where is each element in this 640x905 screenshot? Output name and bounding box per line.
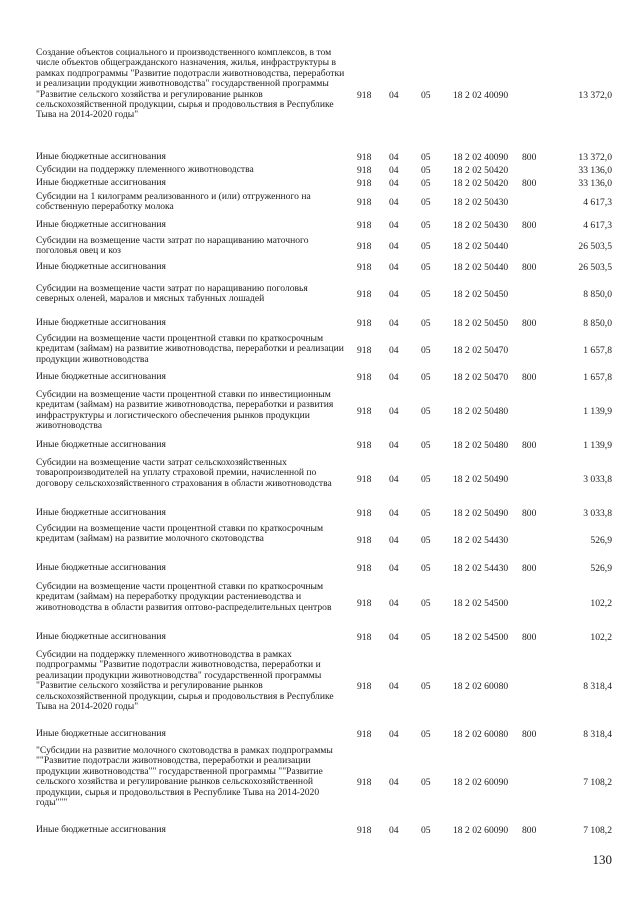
cell-amount: 1 139,9: [583, 439, 612, 451]
cell-expense-type: 800: [522, 439, 537, 451]
cell-subsection: 05: [421, 219, 431, 231]
cell-subsection: 05: [421, 597, 431, 609]
cell-amount: 526,9: [590, 534, 612, 546]
cell-amount: 526,9: [590, 562, 612, 574]
cell-target-article: 18 2 02 50480: [453, 439, 509, 451]
cell-subsection: 05: [421, 371, 431, 383]
row-name: "Субсидии на развитие молочного скотоводства в рамках подпрограммы ""Развитие подотрасли животноводства, переработки и реализации продукции животноводства"" государственной программы ""Развитие сельского хозяйства и регулирование рынков сельскохозяйственной продукции, сырья и продовольствия в Республике Тыва на 2014-2020 годы""": [36, 745, 333, 809]
cell-section: 04: [389, 89, 399, 101]
cell-section: 04: [389, 439, 399, 451]
cell-target-article: 18 2 02 60090: [453, 824, 509, 836]
cell-target-article: 18 2 02 50480: [453, 405, 509, 417]
row-name: Иные бюджетные ассигнования: [36, 728, 166, 739]
row-name: Субсидии на возмещение части затрат по наращиванию маточного поголовья овец и коз: [36, 235, 309, 257]
row-name: Субсидии на возмещение части процентной ставки по инвестиционным кредитам (займам) на развитие животноводства, переработки и развития инфраструктуры и логистического обеспечения рынков продукции животноводства: [36, 389, 334, 432]
cell-amount: 33 136,0: [578, 164, 612, 176]
cell-amount: 3 033,8: [583, 507, 612, 519]
row-name: Иные бюджетные ассигнования: [36, 151, 166, 162]
row-name: Иные бюджетные ассигнования: [36, 824, 166, 835]
cell-amount: 8 318,4: [583, 680, 612, 692]
cell-amount: 7 108,2: [583, 776, 612, 788]
cell-subsection: 05: [421, 631, 431, 643]
table-row: [0, 746, 640, 820]
cell-section: 04: [389, 261, 399, 273]
cell-section: 04: [389, 405, 399, 417]
row-name: Иные бюджетные ассигнования: [36, 177, 166, 188]
table-row: [0, 582, 640, 626]
cell-section: 04: [389, 177, 399, 189]
cell-subsection: 05: [421, 562, 431, 574]
cell-amount: 8 850,0: [583, 317, 612, 329]
cell-section: 04: [389, 680, 399, 692]
table-row: [0, 220, 640, 232]
cell-vm: 918: [357, 473, 372, 485]
cell-target-article: 18 2 02 54500: [453, 597, 509, 609]
cell-section: 04: [389, 562, 399, 574]
row-name: Субсидии на возмещение части затрат сельскохозяйственных товаропроизводителей на уплату страховой премии, начисленной по договору сельскохозяйственного страхования в области животноводства: [36, 457, 332, 489]
table-row: [0, 458, 640, 502]
cell-target-article: 18 2 02 50420: [453, 164, 509, 176]
cell-target-article: 18 2 02 50420: [453, 177, 509, 189]
table-row: [0, 524, 640, 558]
cell-vm: 918: [357, 534, 372, 546]
row-name: Создание объектов социального и производственного комплексов, в том числе объектов общегражданского назначения, жилья, инфраструктуры в рамках подпрограммы "Развитие подотрасли животноводства, переработки и реализации продукции животноводства" государственной программы "Развитие сельского хозяйства и регулирование рынков сельскохозяйственной продукции, сырья и продовольствия в Республике Тыва на 2014-2020 годы": [36, 47, 345, 121]
cell-vm: 918: [357, 371, 372, 383]
cell-subsection: 05: [421, 473, 431, 485]
table-row: [0, 318, 640, 330]
row-name: Субсидии на возмещение части затрат по наращиванию поголовья северных оленей, маралов и мясных табунных лошадей: [36, 283, 308, 305]
table-row: [0, 508, 640, 520]
cell-subsection: 05: [421, 824, 431, 836]
cell-target-article: 18 2 02 50470: [453, 371, 509, 383]
cell-subsection: 05: [421, 507, 431, 519]
row-name: Иные бюджетные ассигнования: [36, 631, 166, 642]
row-name: Иные бюджетные ассигнования: [36, 261, 166, 272]
table-row: [0, 334, 640, 368]
cell-target-article: 18 2 02 54430: [453, 534, 509, 546]
cell-section: 04: [389, 776, 399, 788]
cell-vm: 918: [357, 164, 372, 176]
cell-target-article: 18 2 02 50490: [453, 473, 509, 485]
cell-amount: 4 617,3: [583, 196, 612, 208]
row-name: Иные бюджетные ассигнования: [36, 219, 166, 230]
cell-amount: 1 657,8: [583, 371, 612, 383]
cell-section: 04: [389, 534, 399, 546]
cell-amount: 1 657,8: [583, 344, 612, 356]
cell-subsection: 05: [421, 177, 431, 189]
cell-amount: 1 139,9: [583, 405, 612, 417]
cell-target-article: 18 2 02 50430: [453, 196, 509, 208]
cell-vm: 918: [357, 288, 372, 300]
cell-vm: 918: [357, 317, 372, 329]
cell-vm: 918: [357, 776, 372, 788]
cell-expense-type: 800: [522, 317, 537, 329]
cell-amount: 33 136,0: [578, 177, 612, 189]
cell-expense-type: 800: [522, 371, 537, 383]
cell-target-article: 18 2 02 54500: [453, 631, 509, 643]
row-name: Субсидии на поддержку племенного животноводства в рамках подпрограммы "Развитие подотрасли животноводства, переработки и реализации продукции животноводства" государственной программы "Развитие сельского хозяйства и регулирование рынков сельскохозяйственной продукции, сырья и продовольствия в Республике Тыва на 2014-2020 годы": [36, 649, 334, 713]
cell-section: 04: [389, 507, 399, 519]
cell-amount: 4 617,3: [583, 219, 612, 231]
cell-section: 04: [389, 317, 399, 329]
row-name: Иные бюджетные ассигнования: [36, 562, 166, 573]
cell-expense-type: 800: [522, 261, 537, 273]
cell-amount: 26 503,5: [578, 240, 612, 252]
table-row: [0, 165, 640, 177]
cell-subsection: 05: [421, 534, 431, 546]
table-row: [0, 262, 640, 274]
cell-section: 04: [389, 473, 399, 485]
cell-amount: 13 372,0: [578, 89, 612, 101]
row-name: Иные бюджетные ассигнования: [36, 439, 166, 450]
cell-section: 04: [389, 151, 399, 163]
cell-vm: 918: [357, 177, 372, 189]
cell-target-article: 18 2 02 60080: [453, 680, 509, 692]
cell-subsection: 05: [421, 728, 431, 740]
cell-vm: 918: [357, 631, 372, 643]
cell-section: 04: [389, 219, 399, 231]
cell-amount: 26 503,5: [578, 261, 612, 273]
cell-vm: 918: [357, 597, 372, 609]
cell-vm: 918: [357, 261, 372, 273]
table-row: [0, 390, 640, 434]
cell-expense-type: 800: [522, 507, 537, 519]
cell-subsection: 05: [421, 439, 431, 451]
table-row: [0, 729, 640, 741]
cell-subsection: 05: [421, 344, 431, 356]
cell-target-article: 18 2 02 50490: [453, 507, 509, 519]
cell-amount: 7 108,2: [583, 824, 612, 836]
cell-vm: 918: [357, 824, 372, 836]
cell-expense-type: 800: [522, 562, 537, 574]
cell-amount: 13 372,0: [578, 151, 612, 163]
cell-vm: 918: [357, 219, 372, 231]
table-row: [0, 563, 640, 575]
row-name: Иные бюджетные ассигнования: [36, 507, 166, 518]
row-name: Иные бюджетные ассигнования: [36, 317, 166, 328]
cell-section: 04: [389, 824, 399, 836]
table-row: [0, 372, 640, 384]
cell-vm: 918: [357, 240, 372, 252]
cell-section: 04: [389, 164, 399, 176]
cell-target-article: 18 2 02 50450: [453, 288, 509, 300]
cell-section: 04: [389, 196, 399, 208]
cell-target-article: 18 2 02 50430: [453, 219, 509, 231]
cell-subsection: 05: [421, 240, 431, 252]
cell-section: 04: [389, 240, 399, 252]
cell-section: 04: [389, 597, 399, 609]
row-name: Иные бюджетные ассигнования: [36, 371, 166, 382]
cell-section: 04: [389, 631, 399, 643]
page-number: 130: [592, 852, 612, 867]
cell-amount: 8 850,0: [583, 288, 612, 300]
table-row: [0, 178, 640, 190]
row-name: Субсидии на возмещение части процентной ставки по краткосрочным кредитам (займам) на развитие животноводства, переработки и реализации продукции животноводства: [36, 333, 344, 365]
cell-target-article: 18 2 02 40090: [453, 89, 509, 101]
cell-subsection: 05: [421, 288, 431, 300]
cell-amount: 8 318,4: [583, 728, 612, 740]
cell-expense-type: 800: [522, 151, 537, 163]
cell-vm: 918: [357, 151, 372, 163]
cell-subsection: 05: [421, 776, 431, 788]
cell-subsection: 05: [421, 317, 431, 329]
row-name: Субсидии на 1 килограмм реализованного и (или) отгруженного на собственную переработку молока: [36, 191, 311, 213]
cell-vm: 918: [357, 507, 372, 519]
cell-vm: 918: [357, 439, 372, 451]
cell-vm: 918: [357, 196, 372, 208]
table-row: [0, 192, 640, 214]
table-row: [0, 825, 640, 837]
table-row: [0, 48, 640, 144]
cell-target-article: 18 2 02 50440: [453, 261, 509, 273]
cell-target-article: 18 2 02 50470: [453, 344, 509, 356]
cell-target-article: 18 2 02 60090: [453, 776, 509, 788]
row-name: Субсидии на возмещение части процентной ставки по краткосрочным кредитам (займам) на переработку продукции растениеводства и животноводства в области развития оптово-распределительных центров: [36, 581, 332, 613]
cell-section: 04: [389, 728, 399, 740]
cell-amount: 3 033,8: [583, 473, 612, 485]
cell-section: 04: [389, 371, 399, 383]
cell-expense-type: 800: [522, 219, 537, 231]
cell-target-article: 18 2 02 40090: [453, 151, 509, 163]
row-name: Субсидии на поддержку племенного животноводства: [36, 164, 254, 175]
row-name: Субсидии на возмещение части процентной ставки по краткосрочным кредитам (займам) на развитие молочного скотоводства: [36, 523, 324, 545]
cell-subsection: 05: [421, 680, 431, 692]
cell-target-article: 18 2 02 60080: [453, 728, 509, 740]
cell-expense-type: 800: [522, 824, 537, 836]
cell-expense-type: 800: [522, 631, 537, 643]
cell-subsection: 05: [421, 89, 431, 101]
table-row: [0, 650, 640, 724]
cell-expense-type: 800: [522, 728, 537, 740]
cell-vm: 918: [357, 89, 372, 101]
cell-subsection: 05: [421, 261, 431, 273]
table-row: [0, 236, 640, 258]
cell-subsection: 05: [421, 164, 431, 176]
table-row: [0, 152, 640, 164]
cell-vm: 918: [357, 405, 372, 417]
table-row: [0, 284, 640, 306]
cell-expense-type: 800: [522, 177, 537, 189]
cell-amount: 102,2: [590, 597, 612, 609]
cell-target-article: 18 2 02 50440: [453, 240, 509, 252]
table-row: [0, 440, 640, 452]
cell-vm: 918: [357, 344, 372, 356]
cell-vm: 918: [357, 728, 372, 740]
cell-subsection: 05: [421, 405, 431, 417]
cell-vm: 918: [357, 680, 372, 692]
table-row: [0, 632, 640, 644]
cell-section: 04: [389, 344, 399, 356]
cell-subsection: 05: [421, 151, 431, 163]
cell-target-article: 18 2 02 50450: [453, 317, 509, 329]
cell-vm: 918: [357, 562, 372, 574]
cell-target-article: 18 2 02 54430: [453, 562, 509, 574]
cell-amount: 102,2: [590, 631, 612, 643]
cell-section: 04: [389, 288, 399, 300]
cell-subsection: 05: [421, 196, 431, 208]
